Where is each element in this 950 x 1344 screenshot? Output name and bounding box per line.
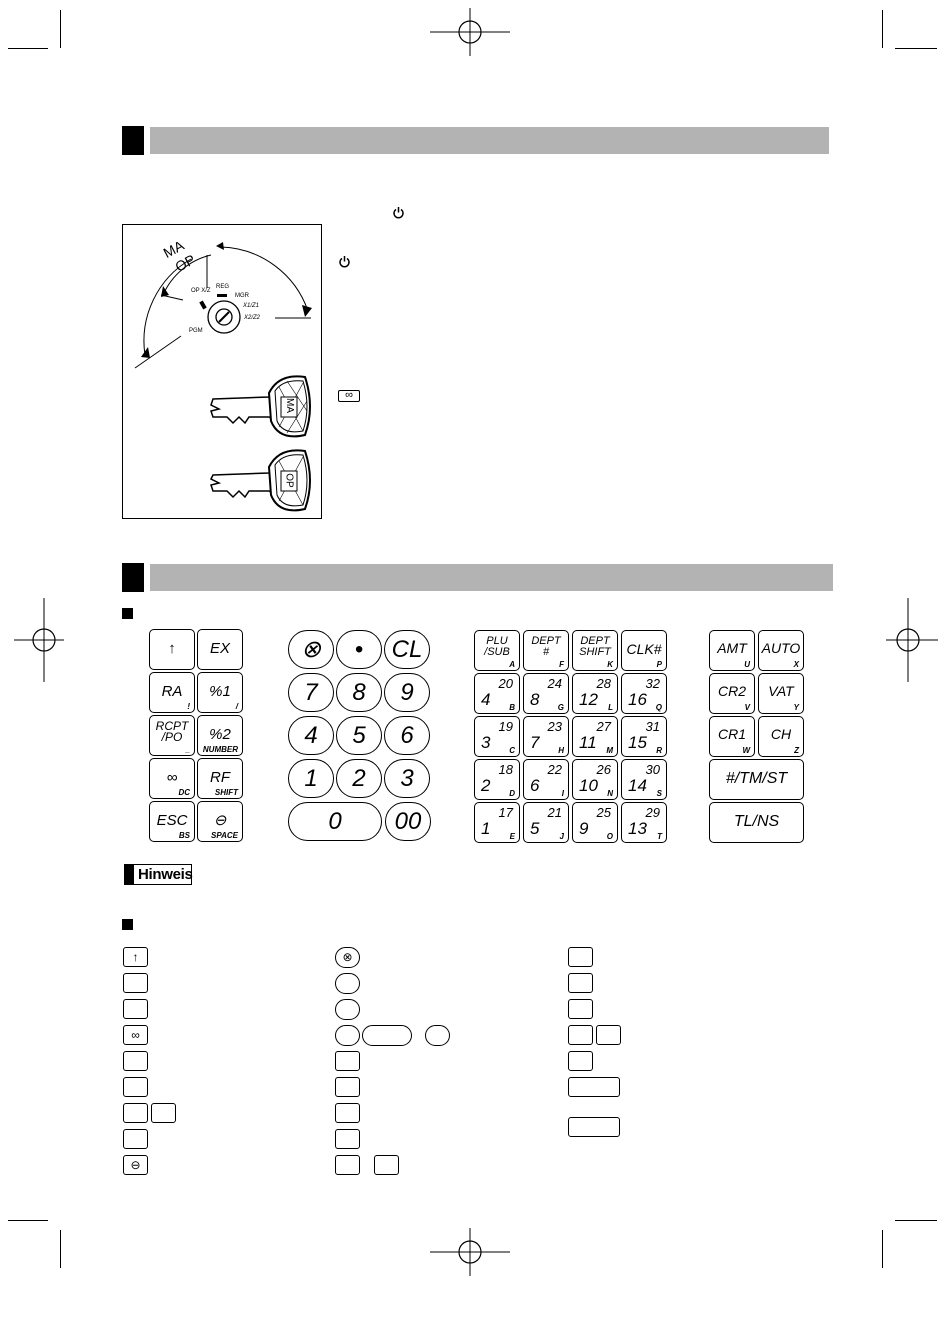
minus-key-label: ⊖: [213, 812, 227, 829]
rf-key-label: RF: [210, 769, 230, 786]
dept-key-number: 5: [530, 819, 540, 838]
auto-key[interactable]: [758, 630, 804, 671]
crop-mark: [895, 48, 937, 49]
dept-key[interactable]: [474, 759, 520, 800]
legend-wide-key: [568, 1077, 620, 1097]
crop-mark: [882, 10, 883, 48]
crop-mark: [8, 48, 48, 49]
dept-key-letter: O: [606, 832, 613, 841]
dept-key-letter: R: [656, 746, 662, 755]
legend-round-key: [335, 999, 360, 1020]
position-opxz: OP X/Z: [191, 288, 211, 294]
pct1-key-label: %1: [209, 683, 231, 700]
plu-key-label: PLU /SUB: [484, 635, 510, 658]
vat-key[interactable]: [758, 673, 804, 714]
numpad-n0-label: 0: [328, 808, 342, 835]
numpad-cl-label: CL: [391, 636, 423, 663]
power-icon: [392, 206, 405, 219]
dept-key-shift-number: 21: [547, 805, 562, 820]
esc-key-sub: BS: [178, 831, 190, 840]
numpad-n5-label: 5: [352, 722, 366, 749]
dept-key[interactable]: [572, 673, 618, 714]
dept-key[interactable]: [474, 716, 520, 757]
cr2-key-label: CR2: [717, 683, 746, 699]
registration-mark: [14, 598, 64, 682]
arc-label-op: OP: [172, 251, 198, 275]
cr1-key-sub: W: [742, 746, 750, 755]
legend-round-key: [425, 1025, 450, 1046]
dept-key-number: 6: [530, 776, 540, 795]
cr2-key-sub: V: [744, 703, 750, 712]
numpad-mult-label: ⊗: [300, 636, 322, 663]
legend-key: [123, 973, 148, 993]
rf-key-sub: SHIFT: [214, 788, 238, 797]
up-key-label: ↑: [168, 640, 176, 657]
dept-key-letter: N: [607, 789, 613, 798]
dept-key-letter: S: [656, 789, 662, 798]
dept-key[interactable]: [621, 759, 667, 800]
crop-mark: [895, 1220, 937, 1221]
ra-key-sub: !: [187, 702, 190, 711]
numpad-n00-key[interactable]: [385, 802, 431, 841]
dept-key-shift-number: 23: [547, 719, 562, 734]
ra-key[interactable]: [149, 672, 195, 713]
dept-key-shift-number: 24: [547, 676, 562, 691]
numpad-n7-label: 7: [304, 679, 318, 706]
clk-key[interactable]: [621, 630, 667, 671]
dept-key-sub: F: [559, 660, 564, 669]
legend-mult-key: ⊗: [335, 947, 360, 968]
esc-key-label: ESC: [156, 812, 188, 829]
registration-mark: [430, 8, 510, 56]
dept-key-shift-number: 22: [547, 762, 562, 777]
section-header-bar: [150, 127, 829, 154]
pct1-key-sub: /: [235, 702, 238, 711]
dept-key[interactable]: [572, 716, 618, 757]
dept-key-shift-number: 28: [596, 676, 611, 691]
tmst-key-label: #/TM/ST: [725, 770, 788, 787]
ex-key-label: EX: [209, 640, 230, 657]
numpad-n5-key[interactable]: [336, 716, 382, 755]
void-key-label: ∞: [166, 769, 178, 786]
pct2-key[interactable]: [197, 715, 243, 756]
dept-key-letter: I: [561, 789, 564, 798]
dept-key[interactable]: [572, 802, 618, 843]
ch-key[interactable]: [758, 716, 804, 757]
cr2-key[interactable]: [709, 673, 755, 714]
dept-key-number: 10: [579, 776, 598, 795]
crop-mark: [60, 1230, 61, 1268]
dept-key-letter: E: [509, 832, 515, 841]
auto-key-sub: X: [793, 660, 799, 669]
legend-key: [568, 947, 593, 967]
tmst-key[interactable]: [709, 759, 804, 800]
dept-key[interactable]: [523, 630, 569, 671]
numpad-n1-label: 1: [304, 765, 318, 792]
numpad-n8-label: 8: [352, 679, 366, 706]
plu-key-sub: A: [509, 660, 515, 669]
dept-key-shift-number: 25: [596, 805, 611, 820]
subsection-marker: [122, 608, 133, 619]
dept-key-number: 12: [579, 690, 598, 709]
numpad-n7-key[interactable]: [288, 673, 334, 712]
legend-key: [596, 1025, 621, 1045]
pct2-key-label: %2: [209, 726, 231, 743]
dept-key[interactable]: [523, 802, 569, 843]
numpad-dot-label: •: [354, 636, 364, 663]
dept-key-letter: T: [657, 832, 662, 841]
dept-key-number: 1: [481, 819, 491, 838]
legend-key: [123, 1077, 148, 1097]
legend-key: [568, 999, 593, 1019]
up-key[interactable]: [149, 629, 195, 670]
rf-key[interactable]: [197, 758, 243, 799]
numpad-n6-label: 6: [400, 722, 414, 749]
position-x1z1: X1/Z1: [243, 303, 260, 309]
dept-key-letter: B: [509, 703, 515, 712]
dept-key-letter: Q: [655, 703, 662, 712]
deptshift-key-sub: K: [607, 660, 613, 669]
legend-void-key: ∞: [123, 1025, 148, 1045]
dept-key-number: 9: [579, 819, 589, 838]
hinweis-label: Hinweis: [124, 864, 192, 885]
dept-key-number: 4: [481, 690, 491, 709]
numpad-n2-label: 2: [352, 765, 366, 792]
op-key-icon: [209, 447, 315, 517]
section-header-bar: [150, 564, 833, 591]
numpad-n4-key[interactable]: [288, 716, 334, 755]
numpad-n3-label: 3: [400, 765, 414, 792]
legend-key: [568, 1025, 593, 1045]
position-x2z2: X2/Z2: [244, 315, 261, 321]
legend-round-key: [335, 1025, 360, 1046]
dept-key-shift-number: 17: [498, 805, 513, 820]
void-key[interactable]: [149, 758, 195, 799]
position-pgm: PGM: [189, 328, 203, 334]
section-marker: [122, 126, 144, 155]
dept-key[interactable]: [621, 716, 667, 757]
dept-key[interactable]: [621, 673, 667, 714]
esc-key[interactable]: [149, 801, 195, 842]
dept-key-shift-number: 32: [645, 676, 660, 691]
dept-key-number: 13: [628, 819, 647, 838]
arc-label-ma: MA: [160, 237, 187, 261]
dept-key[interactable]: [572, 759, 618, 800]
numpad-n6-key[interactable]: [384, 716, 430, 755]
numpad-n8-key[interactable]: [336, 673, 382, 712]
dept-key-number: 14: [628, 776, 647, 795]
section-marker: [122, 563, 144, 592]
legend-minus-key: ⊖: [123, 1155, 148, 1175]
legend-key: [335, 1103, 360, 1123]
mode-switch-figure: [122, 224, 322, 519]
tlns-key-label: TL/NS: [733, 813, 780, 830]
position-mgr: MGR: [235, 293, 249, 299]
ma-key-label: MA: [284, 398, 295, 413]
dept-key-letter: D: [509, 789, 515, 798]
crop-mark: [882, 1230, 883, 1268]
dept-key[interactable]: [523, 759, 569, 800]
numpad-n2-key[interactable]: [336, 759, 382, 798]
legend-key: [335, 1155, 360, 1175]
legend-key: [335, 1129, 360, 1149]
legend-key: [374, 1155, 399, 1175]
dept-key-number: 7: [530, 733, 540, 752]
vat-key-sub: Y: [793, 703, 799, 712]
dept-key-letter: H: [558, 746, 564, 755]
pct1-key[interactable]: [197, 672, 243, 713]
legend-round-key: [335, 973, 360, 994]
tlns-key[interactable]: [709, 802, 804, 843]
legend-key: [151, 1103, 176, 1123]
dept-key-number: 15: [628, 733, 647, 752]
numpad-n9-key[interactable]: [384, 673, 430, 712]
legend-key: [123, 1129, 148, 1149]
dept-key-number: 16: [628, 690, 647, 709]
rcpt-key[interactable]: [149, 715, 195, 756]
legend-key: [335, 1051, 360, 1071]
numpad-mult-key[interactable]: [288, 630, 334, 669]
clk-key-sub: P: [656, 660, 662, 669]
void-key-sub: DC: [178, 788, 190, 797]
numpad-dot-key[interactable]: [336, 630, 382, 669]
dept-key[interactable]: [474, 673, 520, 714]
ra-key-label: RA: [161, 683, 183, 700]
dept-key-letter: C: [509, 746, 515, 755]
ch-key-sub: Z: [794, 746, 799, 755]
numpad-n1-key[interactable]: [288, 759, 334, 798]
legend-key: [123, 1051, 148, 1071]
crop-mark: [8, 1220, 48, 1221]
clk-key-label: CLK#: [626, 641, 662, 657]
numpad-n0-key[interactable]: [288, 802, 382, 841]
ma-key-icon: [209, 371, 315, 443]
dept-key[interactable]: [474, 802, 520, 843]
void-mode-icon: ∞: [338, 390, 360, 402]
dept-key-shift-number: 29: [645, 805, 660, 820]
dept-key-shift-number: 18: [498, 762, 513, 777]
dept-key[interactable]: [621, 802, 667, 843]
dept-key-number: 3: [481, 733, 491, 752]
dept-key-shift-number: 30: [645, 762, 660, 777]
amt-key-label: AMT: [717, 640, 747, 656]
legend-key: [568, 973, 593, 993]
legend-key: [568, 1051, 593, 1071]
dept-key-letter: J: [559, 832, 564, 841]
dept-key-shift-number: 26: [596, 762, 611, 777]
dept-key-shift-number: 19: [498, 719, 513, 734]
plu-key[interactable]: [474, 630, 520, 671]
numpad-n4-label: 4: [304, 722, 318, 749]
dept-key-shift-number: 31: [645, 719, 660, 734]
crop-mark: [60, 10, 61, 48]
power-icon: [338, 255, 351, 268]
registration-mark: [886, 598, 938, 682]
legend-zero-key: [362, 1025, 412, 1046]
rcpt-key-sub: _: [185, 745, 190, 754]
legend-key: [123, 1103, 148, 1123]
dept-key-letter: M: [606, 746, 613, 755]
ex-key[interactable]: [197, 629, 243, 670]
dept-key[interactable]: [523, 673, 569, 714]
cr1-key[interactable]: [709, 716, 755, 757]
deptshift-key[interactable]: [572, 630, 618, 671]
legend-up-key: ↑: [123, 947, 148, 967]
registration-mark: [430, 1228, 510, 1276]
dept-key-shift-number: 27: [596, 719, 611, 734]
dept-key-letter: G: [557, 703, 564, 712]
dept-key[interactable]: [523, 716, 569, 757]
rcpt-key-label: RCPT /PO: [155, 719, 189, 744]
cr1-key-label: CR1: [717, 726, 746, 742]
dept-key-letter: L: [608, 703, 613, 712]
numpad-n9-label: 9: [400, 679, 414, 706]
deptshift-key-label: DEPT SHIFT: [579, 635, 611, 658]
amt-key-sub: U: [744, 660, 750, 669]
legend-key: [335, 1077, 360, 1097]
legend-key: [123, 999, 148, 1019]
amt-key[interactable]: [709, 630, 755, 671]
legend-wide-key: [568, 1117, 620, 1137]
numpad-cl-key[interactable]: [384, 630, 430, 669]
subsection-marker: [122, 919, 133, 930]
dept-key-number: 11: [579, 733, 597, 752]
position-reg: REG: [216, 284, 230, 290]
vat-key-label: VAT: [768, 683, 794, 699]
dept-key-label: DEPT #: [531, 635, 561, 658]
numpad-n3-key[interactable]: [384, 759, 430, 798]
minus-key[interactable]: [197, 801, 243, 842]
dept-key-number: 8: [530, 690, 540, 709]
numpad-n00-label: 00: [394, 808, 422, 835]
ch-key-label: CH: [770, 726, 792, 742]
dept-key-shift-number: 20: [498, 676, 513, 691]
auto-key-label: AUTO: [761, 640, 801, 656]
op-key-label: OP: [283, 473, 295, 488]
minus-key-sub: SPACE: [211, 831, 238, 840]
dept-key-number: 2: [481, 776, 491, 795]
pct2-key-sub: NUMBER: [202, 745, 238, 754]
